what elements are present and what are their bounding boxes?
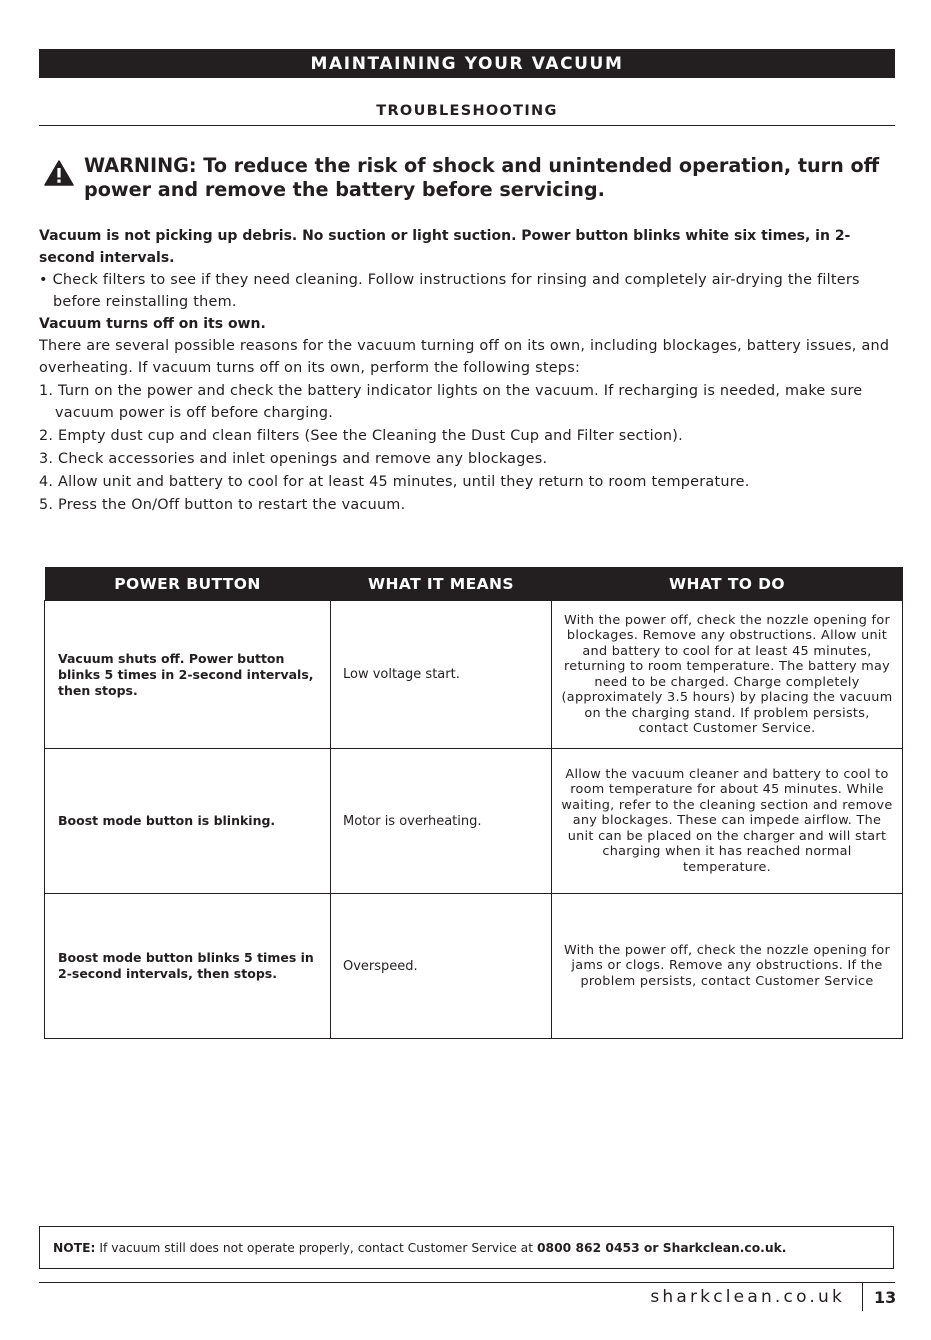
note-label: NOTE: — [53, 1240, 96, 1255]
issue-step: 3. Check accessories and inlet openings and remove any blockages. — [39, 451, 548, 467]
page-number: 13 — [874, 1288, 897, 1307]
troubleshooting-body — [39, 225, 899, 516]
condition-cell: Boost mode button is blinking. — [45, 749, 331, 894]
issue-heading: Vacuum is not picking up debris. No suction or light suction. Power button blinks white six times, in 2-second intervals. — [39, 228, 851, 266]
divider — [39, 125, 895, 126]
action-cell: With the power off, check the nozzle opening for jams or clogs. Remove any obstructions. If the problem persists, contact Customer Service — [552, 894, 903, 1039]
issue-heading: Vacuum turns off on its own. — [39, 316, 266, 332]
meaning-cell: Low voltage start. — [331, 601, 552, 749]
warning-text: WARNING: To reduce the risk of shock and unintended operation, turn off power and remove the battery before servicing. — [84, 154, 880, 201]
table-row — [45, 894, 903, 1039]
section-title-bar — [39, 49, 895, 78]
note-contact: 0800 862 0453 or Sharkclean.co.uk. — [536, 1240, 787, 1255]
condition-cell: Vacuum shuts off. Power button blinks 5 times in 2-second intervals, then stops. — [45, 601, 331, 749]
issue-step: 2. Empty dust cup and clean filters (See the Cleaning the Dust Cup and Filter section). — [39, 428, 683, 444]
action-cell: Allow the vacuum cleaner and battery to cool to room temperature for about 45 minutes. While waiting, refer to the cleaning section and remove any blockages. These can impede airflow. The unit can be placed on the charger and will start charging when it has reached normal temperature. — [552, 749, 903, 894]
troubleshooting-table — [44, 567, 903, 1039]
column-header-what-to-do: WHAT TO DO — [552, 567, 903, 601]
action-cell: With the power off, check the nozzle opening for blockages. Remove any obstructions. Allow unit and battery to cool for at least 45 minutes, returning to room temperature. The battery may need to be charged. Charge completely (approximately 3.5 hours) by placing the vacuum on the charging stand. If problem persists, contact Customer Service. — [552, 601, 903, 749]
table-row — [45, 601, 903, 749]
issue-intro: There are several possible reasons for the vacuum turning off on its own, including blockages, battery issues, and overheating. If vacuum turns off on its own, perform the following steps: — [39, 338, 890, 376]
issue-step: 1. Turn on the power and check the battery indicator lights on the vacuum. If recharging is needed, make sure vacuum power is off before charging. — [39, 383, 863, 421]
issue-step: 4. Allow unit and battery to cool for at least 45 minutes, until they return to room temperature. — [39, 474, 750, 490]
footer-website: sharkclean.co.uk — [650, 1287, 845, 1307]
note-box — [39, 1226, 894, 1269]
issue-step: 5. Press the On/Off button to restart the vacuum. — [39, 497, 406, 513]
meaning-cell: Overspeed. — [331, 894, 552, 1039]
note-text: If vacuum still does not operate properly, contact Customer Service at — [95, 1240, 537, 1255]
table-row — [45, 749, 903, 894]
page-subtitle: TROUBLESHOOTING — [376, 103, 558, 119]
column-header-what-it-means: WHAT IT MEANS — [331, 567, 552, 601]
footer-divider — [39, 1282, 895, 1283]
column-header-power-button: POWER BUTTON — [45, 567, 331, 601]
table-header-row — [45, 567, 903, 601]
condition-cell: Boost mode button blinks 5 times in 2-second intervals, then stops. — [45, 894, 331, 1039]
meaning-cell: Motor is overheating. — [331, 749, 552, 894]
section-title: MAINTAINING YOUR VACUUM — [310, 53, 624, 74]
footer-separator — [862, 1283, 863, 1311]
warning-triangle-icon — [44, 160, 74, 186]
issue-bullet: • Check filters to see if they need cleaning. Follow instructions for rinsing and completely air-drying the filters before reinstalling them. — [39, 272, 860, 310]
